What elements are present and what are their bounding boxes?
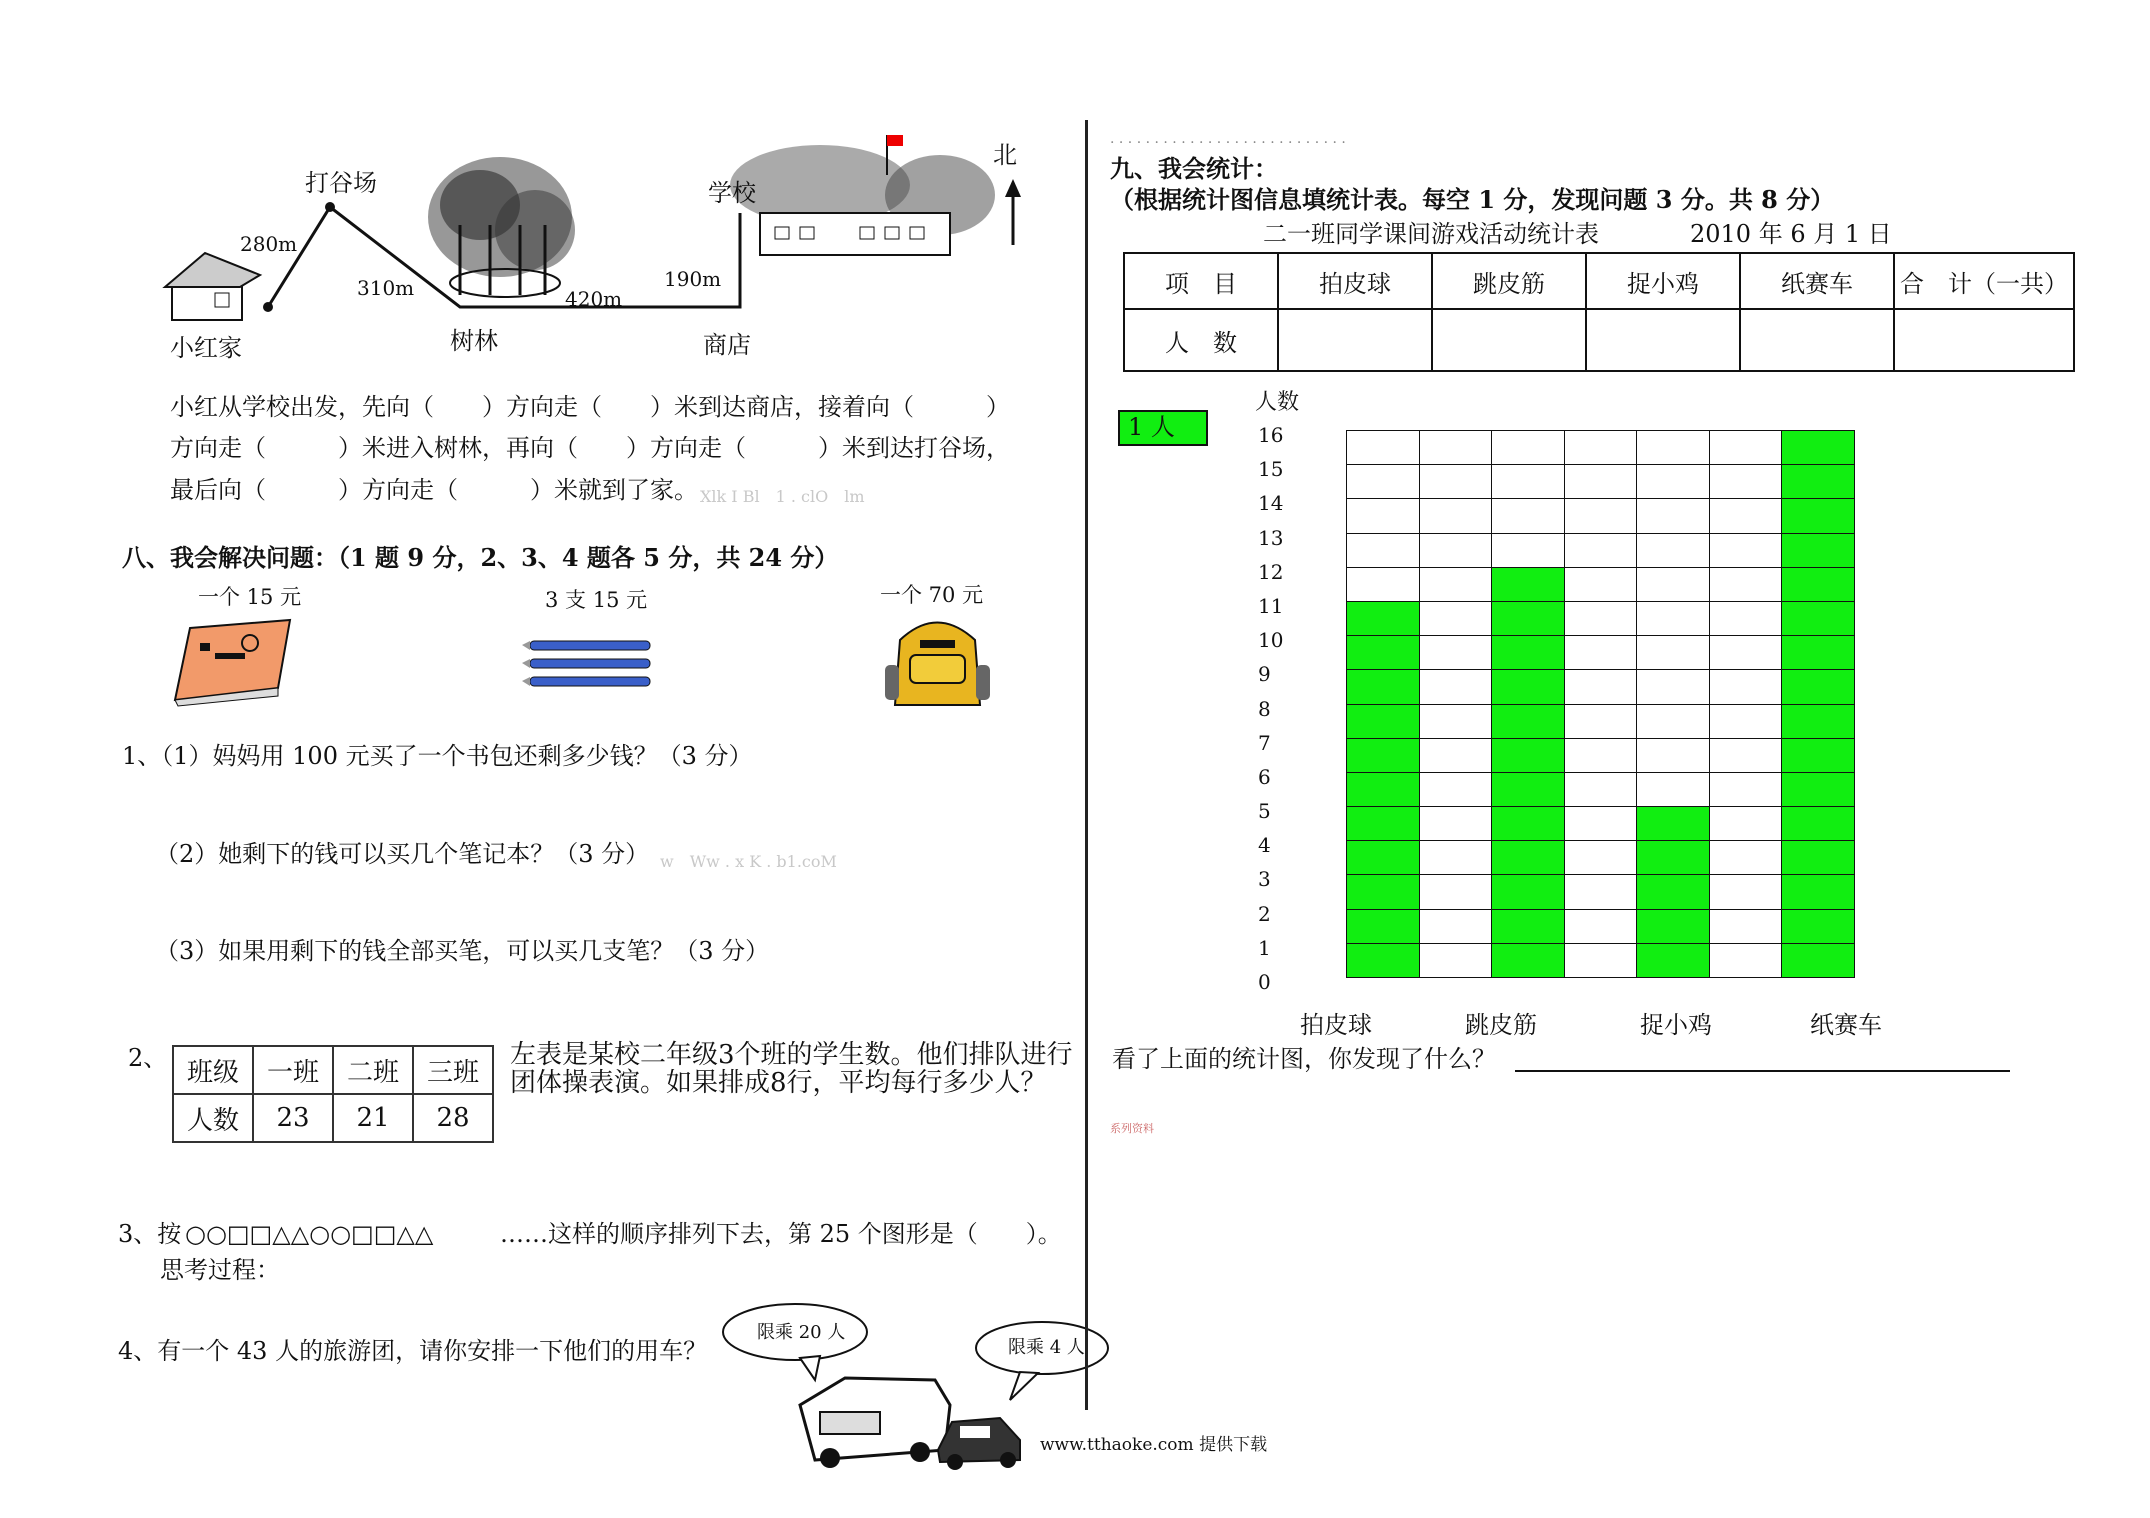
watermark-1: Xlk I Bl 1 . clO lm — [700, 487, 865, 506]
bar-segment — [1491, 704, 1565, 739]
bar-segment — [1346, 601, 1420, 636]
x-category-label: 跳皮筋 — [1465, 1011, 1537, 1039]
activity-stat-table — [1123, 252, 2075, 372]
grid-cell — [1709, 704, 1783, 739]
bar-segment — [1491, 567, 1565, 602]
answer-cell-zhisaiche[interactable] — [1740, 309, 1894, 371]
q3-prefix: 3、按 — [118, 1220, 182, 1248]
y-tick-label: 8 — [1258, 696, 1271, 721]
table-cell: 班级 — [173, 1046, 253, 1094]
grid-cell — [1564, 601, 1638, 636]
y-tick-label: 16 — [1258, 423, 1284, 447]
grid-cell — [1564, 533, 1638, 568]
bar-segment — [1346, 772, 1420, 807]
bar-segment — [1491, 840, 1565, 875]
grid-cell — [1419, 806, 1493, 841]
bar-segment — [1491, 601, 1565, 636]
q2-text-line-1: 左表是某校二年级3个班的学生数。他们排队进行 — [510, 1040, 1073, 1070]
bar-segment — [1491, 738, 1565, 773]
grid-cell — [1709, 909, 1783, 944]
column-divider — [1085, 120, 1088, 1410]
grid-cell — [1419, 874, 1493, 909]
y-tick-label: 9 — [1258, 662, 1271, 687]
dotted-line: · · · · · · · · · · · · · · · · · · · · · · · · · · · — [1110, 135, 1346, 151]
grid-cell — [1709, 874, 1783, 909]
table-cell: 三班 — [413, 1046, 493, 1094]
answer-cell-zhuoxiaoji[interactable] — [1586, 309, 1740, 371]
grid-cell — [1564, 704, 1638, 739]
distance-shop-school: 190m — [664, 267, 722, 291]
grid-cell — [1709, 567, 1783, 602]
table-header-cell: 项 目 — [1124, 253, 1278, 309]
bar-segment — [1781, 567, 1855, 602]
car-limit-text: 限乘 4 人 — [1008, 1337, 1085, 1358]
backpack-icon — [880, 610, 995, 715]
car-icon — [938, 1418, 1020, 1470]
y-tick-label: 15 — [1258, 457, 1284, 482]
section-9-instruction: （根据统计图信息填统计表。每空 1 分，发现问题 3 分。共 8 分） — [1110, 185, 1835, 214]
route-question-line-2: 方向走（ ）米进入树林，再向（ ）方向走（ ）米到达打谷场， — [170, 434, 1010, 462]
faint-note: 系列资料 — [1110, 1122, 1154, 1135]
price-pens: 3 支 15 元 — [545, 588, 648, 612]
table-cell: 人数 — [173, 1094, 253, 1142]
legend-label: 1 人 — [1128, 413, 1175, 441]
grid-cell — [1709, 635, 1783, 670]
q1-part-3: （3）如果用剩下的钱全部买笔，可以买几支笔？（3 分） — [155, 937, 770, 965]
bar-segment — [1781, 533, 1855, 568]
bar-segment — [1346, 806, 1420, 841]
bar-segment — [1491, 874, 1565, 909]
bar-segment — [1346, 738, 1420, 773]
bar-segment — [1636, 874, 1710, 909]
grid-cell — [1419, 943, 1493, 978]
grid-cell — [1636, 704, 1710, 739]
grid-cell — [1491, 464, 1565, 499]
bar-segment — [1781, 874, 1855, 909]
grid-cell — [1636, 464, 1710, 499]
pens-icon — [522, 635, 662, 695]
bar-segment — [1346, 635, 1420, 670]
grid-cell — [1491, 498, 1565, 533]
bar-segment — [1346, 874, 1420, 909]
grid-cell — [1419, 840, 1493, 875]
school-illustration — [730, 135, 995, 255]
table-row — [173, 1046, 493, 1094]
y-tick-label: 1 — [1258, 935, 1271, 960]
q1-part-1: 1、（1）妈妈用 100 元买了一个书包还剩多少钱？（3 分） — [122, 742, 753, 770]
q1-part-2: （2）她剩下的钱可以买几个笔记本？（3 分） — [155, 840, 650, 868]
grid-cell — [1709, 669, 1783, 704]
grid-cell — [1346, 498, 1420, 533]
grid-cell — [1419, 601, 1493, 636]
bar-segment — [1781, 840, 1855, 875]
y-tick-label: 13 — [1258, 525, 1284, 550]
grid-cell — [1564, 635, 1638, 670]
bus-limit-text: 限乘 20 人 — [757, 1322, 846, 1343]
grid-cell — [1636, 601, 1710, 636]
grid-cell — [1709, 601, 1783, 636]
table-header-cell: 跳皮筋 — [1432, 253, 1586, 309]
discovery-question: 看了上面的统计图，你发现了什么？ — [1112, 1045, 1496, 1073]
grid-cell — [1564, 464, 1638, 499]
distance-dagu-forest: 310m — [357, 276, 415, 300]
grid-cell — [1564, 772, 1638, 807]
route-question-line-1: 小红从学校出发，先向（ ）方向走（ ）米到达商店，接着向（ ） — [170, 393, 1010, 421]
grid-cell — [1419, 669, 1493, 704]
q3-suffix: ……这样的顺序排列下去，第 25 个图形是（ ）。 — [500, 1220, 1062, 1248]
table-cell: 二班 — [333, 1046, 413, 1094]
table-row-label: 人 数 — [1124, 309, 1278, 371]
grid-cell — [1564, 669, 1638, 704]
bar-segment — [1636, 909, 1710, 944]
y-tick-label: 0 — [1258, 970, 1271, 994]
bar-segment — [1346, 704, 1420, 739]
y-tick-label: 5 — [1258, 799, 1271, 824]
bar-segment — [1781, 635, 1855, 670]
bar-segment — [1781, 430, 1855, 465]
grid-cell — [1636, 498, 1710, 533]
q2-text-line-2: 团体操表演。如果排成8行，平均每行多少人？ — [510, 1068, 1047, 1098]
grid-cell — [1564, 874, 1638, 909]
grid-cell — [1636, 567, 1710, 602]
table-row — [173, 1094, 493, 1142]
y-tick-label: 4 — [1258, 833, 1271, 858]
grid-cell — [1709, 464, 1783, 499]
bar-segment — [1781, 943, 1855, 978]
grid-cell — [1636, 669, 1710, 704]
grid-cell — [1564, 840, 1638, 875]
grid-cell — [1419, 498, 1493, 533]
section-8-title: 八、我会解决问题：（1 题 9 分，2、3、4 题各 5 分，共 24 分） — [122, 543, 839, 572]
label-shop: 商店 — [703, 331, 751, 359]
grid-cell — [1419, 533, 1493, 568]
grid-cell — [1636, 738, 1710, 773]
route-question-line-3: 最后向（ ）方向走（ ）米就到了家。 — [170, 476, 698, 504]
label-forest: 树林 — [450, 327, 498, 355]
grid-cell — [1564, 943, 1638, 978]
grid-cell — [1491, 533, 1565, 568]
q3-shape-sequence: ○○□□△△○○□□△△ — [185, 1220, 434, 1248]
bar-segment — [1636, 806, 1710, 841]
answer-cell-tiaopijin[interactable] — [1432, 309, 1586, 371]
bar-segment — [1491, 943, 1565, 978]
bar-segment — [1781, 464, 1855, 499]
bar-segment — [1491, 772, 1565, 807]
x-category-label: 捉小鸡 — [1640, 1011, 1712, 1039]
bar-segment — [1781, 909, 1855, 944]
class-size-table — [172, 1045, 494, 1143]
grid-cell — [1419, 772, 1493, 807]
label-school: 学校 — [708, 179, 756, 207]
answer-cell-total[interactable] — [1894, 309, 2074, 371]
bar-segment — [1491, 635, 1565, 670]
grid-cell — [1564, 806, 1638, 841]
bar-segment — [1491, 669, 1565, 704]
section-9-title: 九、我会统计： — [1110, 154, 1278, 183]
grid-cell — [1709, 498, 1783, 533]
y-tick-label: 12 — [1258, 559, 1284, 584]
y-tick-label: 6 — [1258, 764, 1271, 789]
table-cell: 21 — [333, 1094, 413, 1142]
grid-cell — [1346, 567, 1420, 602]
table-header-cell: 捉小鸡 — [1586, 253, 1740, 309]
distance-home-dagu: 280m — [240, 232, 298, 256]
grid-cell — [1419, 704, 1493, 739]
grid-cell — [1709, 840, 1783, 875]
flag-icon — [887, 135, 903, 146]
bar-segment — [1781, 738, 1855, 773]
y-tick-label: 14 — [1258, 491, 1284, 516]
y-tick-label: 11 — [1258, 593, 1284, 618]
y-tick-label: 7 — [1258, 730, 1271, 755]
label-dagu: 打谷场 — [305, 169, 377, 197]
grid-cell — [1346, 464, 1420, 499]
y-tick-label: 3 — [1258, 867, 1271, 892]
bar-segment — [1781, 498, 1855, 533]
label-north: 北 — [993, 141, 1017, 169]
grid-cell — [1419, 738, 1493, 773]
bar-segment — [1781, 601, 1855, 636]
bar-segment — [1781, 704, 1855, 739]
x-category-label: 纸赛车 — [1810, 1011, 1882, 1039]
grid-cell — [1419, 635, 1493, 670]
grid-cell — [1709, 430, 1783, 465]
grid-cell — [1419, 430, 1493, 465]
grid-cell — [1564, 498, 1638, 533]
notebook-icon — [170, 618, 295, 703]
bar-segment — [1346, 840, 1420, 875]
grid-cell — [1419, 464, 1493, 499]
label-home: 小红家 — [170, 334, 242, 362]
grid-cell — [1419, 909, 1493, 944]
grid-cell — [1564, 430, 1638, 465]
grid-cell — [1636, 533, 1710, 568]
table-title: 二一班同学课间游戏活动统计表 — [1263, 220, 1599, 248]
watermark-2: w Ww . x K . b1.coM — [660, 852, 837, 871]
footer-credit: www.tthaoke.com 提供下载 — [1040, 1435, 1268, 1455]
bus-icon — [800, 1378, 950, 1468]
grid-cell — [1709, 738, 1783, 773]
q3-think: 思考过程： — [160, 1256, 280, 1284]
price-bag: 一个 70 元 — [880, 583, 984, 607]
grid-cell — [1636, 772, 1710, 807]
grid-cell — [1564, 738, 1638, 773]
table-header-cell: 拍皮球 — [1278, 253, 1432, 309]
grid-cell — [1709, 772, 1783, 807]
bar-segment — [1636, 943, 1710, 978]
bar-segment — [1346, 669, 1420, 704]
x-category-label: 拍皮球 — [1300, 1011, 1372, 1039]
grid-cell — [1346, 533, 1420, 568]
grid-cell — [1709, 806, 1783, 841]
grid-cell — [1709, 943, 1783, 978]
y-tick-label: 10 — [1258, 628, 1284, 653]
north-arrow-icon — [1005, 179, 1021, 245]
discovery-answer-line[interactable] — [1515, 1070, 2010, 1072]
table-row — [1124, 253, 2074, 309]
table-cell: 一班 — [253, 1046, 333, 1094]
bar-segment — [1346, 909, 1420, 944]
q2-number: 2、 — [128, 1044, 168, 1072]
table-cell: 23 — [253, 1094, 333, 1142]
bar-segment — [1781, 806, 1855, 841]
grid-cell — [1636, 430, 1710, 465]
table-row — [1124, 309, 2074, 371]
grid-cell — [1419, 567, 1493, 602]
distance-forest-shop: 420m — [565, 287, 623, 311]
bar-segment — [1346, 943, 1420, 978]
grid-cell — [1636, 635, 1710, 670]
bar-chart-grid — [1346, 430, 1854, 977]
bar-segment — [1491, 909, 1565, 944]
table-header-cell: 纸赛车 — [1740, 253, 1894, 309]
table-cell: 28 — [413, 1094, 493, 1142]
table-header-cell: 合 计（一共） — [1894, 253, 2074, 309]
forest-illustration — [428, 157, 575, 297]
bar-segment — [1781, 772, 1855, 807]
price-notebook: 一个 15 元 — [198, 585, 302, 609]
bar-segment — [1636, 840, 1710, 875]
bar-segment — [1781, 669, 1855, 704]
bar-segment — [1491, 806, 1565, 841]
grid-cell — [1346, 430, 1420, 465]
table-date: 2010 年 6 月 1 日 — [1690, 220, 1892, 248]
grid-cell — [1564, 909, 1638, 944]
y-tick-label: 2 — [1258, 901, 1271, 926]
q4-text: 4、有一个 43 人的旅游团，请你安排一下他们的用车？ — [118, 1337, 708, 1365]
grid-cell — [1564, 567, 1638, 602]
grid-cell — [1491, 430, 1565, 465]
house-illustration — [165, 253, 260, 320]
grid-cell — [1709, 533, 1783, 568]
answer-cell-pipi[interactable] — [1278, 309, 1432, 371]
y-axis-label: 人数 — [1255, 390, 1300, 415]
